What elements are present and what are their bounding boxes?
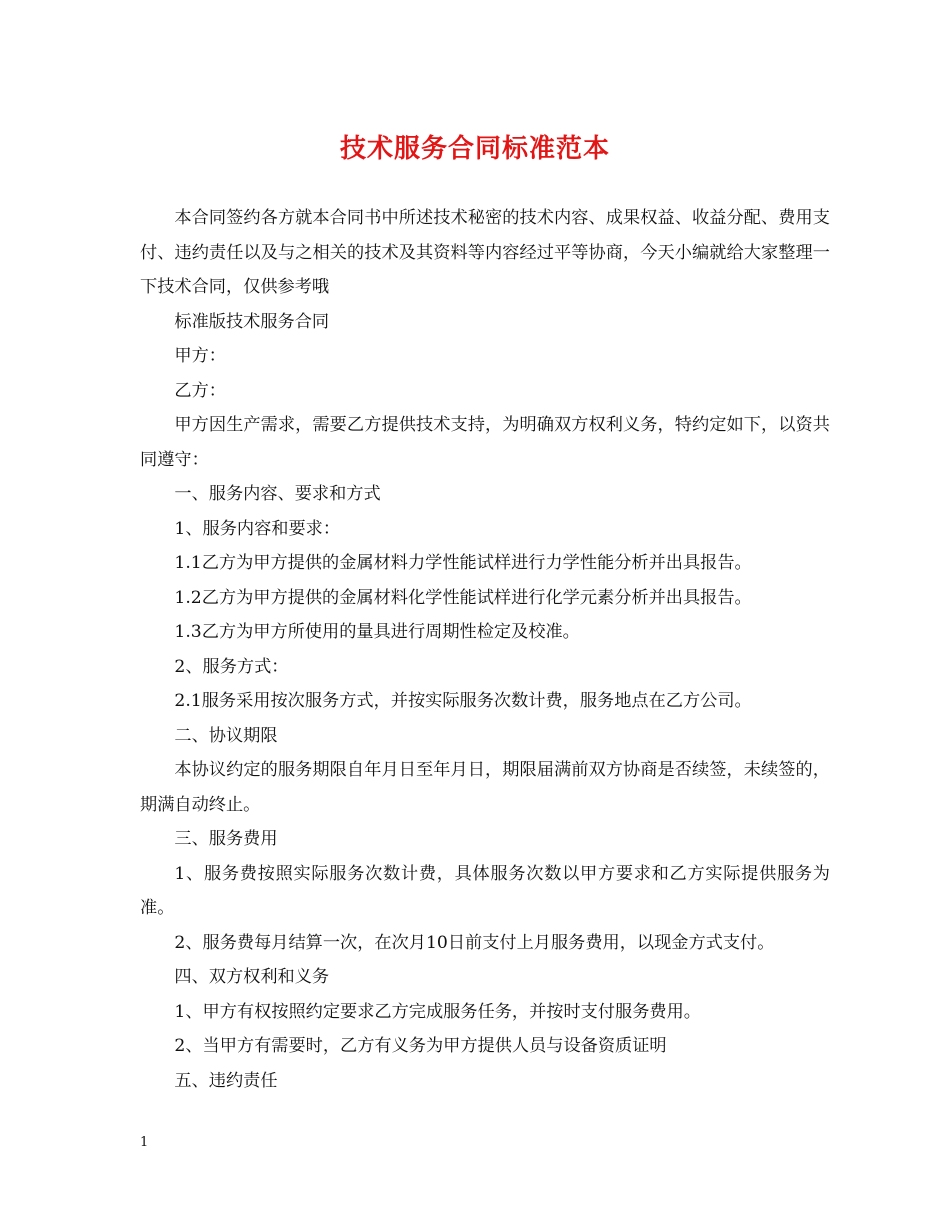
clause-fee-1: 1、服务费按照实际服务次数计费，具体服务次数以甲方要求和乙方实际提供服务为准。 — [140, 863, 830, 918]
clause-1-2: 1.2乙方为甲方提供的金属材料化学性能试样进行化学元素分析并出具报告。 — [174, 587, 752, 608]
page-number: 1 — [140, 1135, 149, 1150]
section-heading-1: 一、服务内容、要求和方式 — [174, 484, 381, 504]
paragraph-party-a: 甲方： — [174, 346, 226, 366]
clause-2-1: 2.1服务采用按次服务方式，并按实际服务次数计费，服务地点在乙方公司。 — [174, 691, 752, 711]
section-heading-5: 五、违约责任 — [174, 1070, 278, 1091]
clause-1-1: 1.1乙方为甲方提供的金属材料力学性能试样进行力学性能分析并出具报告。 — [174, 553, 752, 573]
section-heading-2: 二、协议期限 — [174, 725, 278, 746]
paragraph-intro: 本合同签约各方就本合同书中所述技术秘密的技术内容、成果权益、收益分配、费用支付、违约责任以及与之相关的技术及其资料等内容经过平等协商，今天小编就给大家整理一下技术合同，仅供参考哦 — [140, 208, 830, 297]
paragraph-contract-name: 标准版技术服务合同 — [174, 311, 330, 332]
clause-fee-2: 2、服务费每月结算一次，在次月10日前支付上月服务费用，以现金方式支付。 — [174, 932, 775, 953]
section-heading-4: 四、双方权利和义务 — [174, 967, 330, 987]
clause-1: 1、服务内容和要求： — [174, 518, 341, 539]
document-body — [140, 201, 830, 1098]
clause-2: 2、服务方式： — [174, 656, 289, 677]
clause-rights-2: 2、当甲方有需要时，乙方有义务为甲方提供人员与设备资质证明 — [174, 1036, 667, 1056]
document-title: 技术服务合同标准范本 — [339, 134, 610, 164]
paragraph-preamble: 甲方因生产需求，需要乙方提供技术支持，为明确双方权利义务，特约定如下，以资共同遵守： — [140, 415, 830, 470]
paragraph-term: 本协议约定的服务期限自年月日至年月日，期限届满前双方协商是否续签，未续签的，期满自动终止。 — [140, 760, 830, 815]
paragraph-party-b: 乙方： — [174, 380, 226, 401]
clause-rights-1: 1、甲方有权按照约定要求乙方完成服务任务，并按时支付服务费用。 — [174, 1001, 701, 1022]
clause-1-3: 1.3乙方为甲方所使用的量具进行周期性检定及校准。 — [174, 622, 580, 642]
section-heading-3: 三、服务费用 — [174, 829, 278, 849]
